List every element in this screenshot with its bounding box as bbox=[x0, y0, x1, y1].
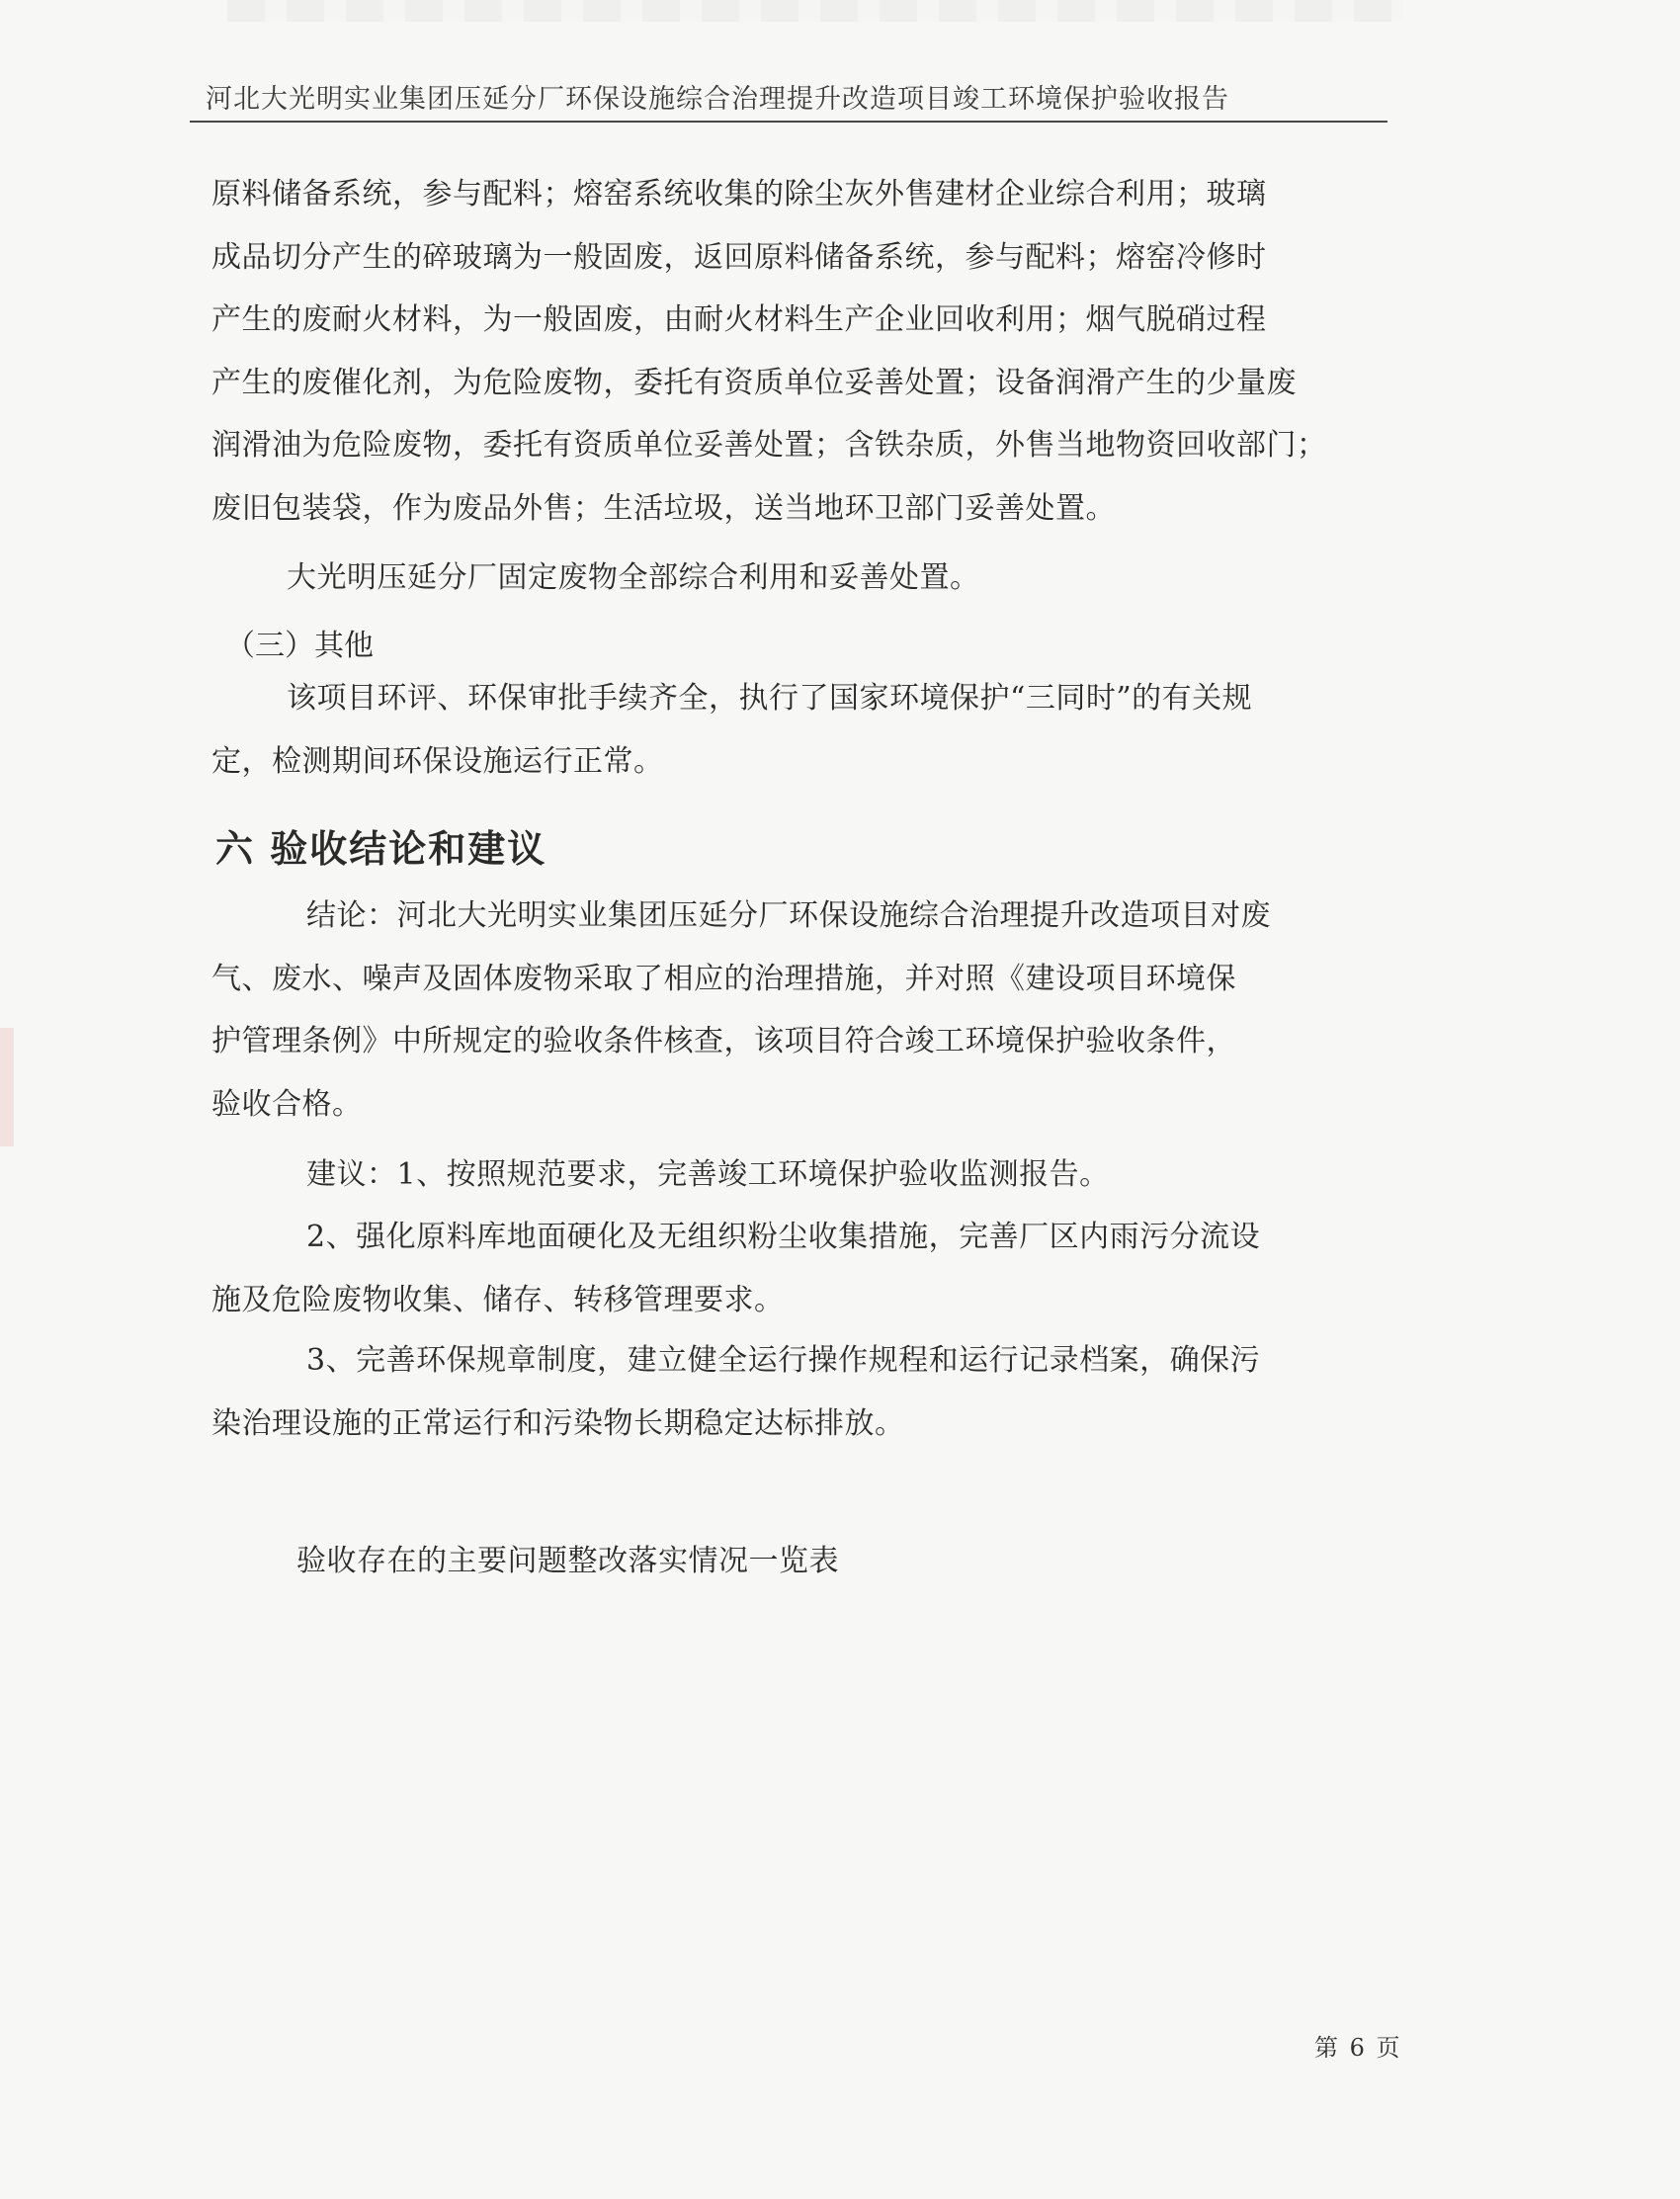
scan-bleed-top bbox=[227, 0, 1403, 22]
page-number: 第 6 页 bbox=[1314, 2034, 1402, 2062]
solid-waste-paragraph bbox=[211, 163, 1387, 540]
text-line: 建议：1、按照规范要求，完善竣工环境保护验收监测报告。 bbox=[306, 1157, 1110, 1192]
text-line: 气、废水、噪声及固体废物采取了相应的治理措施，并对照《建设项目环境保 bbox=[211, 961, 1236, 996]
text-line: 产生的废催化剂，为危险废物，委托有资质单位妥善处置；设备润滑产生的少量废 bbox=[211, 365, 1297, 400]
text-line: 染治理设施的正常运行和污染物长期稳定达标排放。 bbox=[211, 1405, 905, 1441]
report-header: 河北大光明实业集团压延分厂环保设施综合治理提升改造项目竣工环境保护验收报告 bbox=[206, 84, 1229, 115]
other-heading: （三）其他 bbox=[225, 629, 374, 663]
text-line: 定，检测期间环保设施运行正常。 bbox=[211, 743, 664, 779]
suggestion-1 bbox=[211, 1143, 1387, 1207]
text-line: 润滑油为危险废物，委托有资质单位妥善处置；含铁杂质，外售当地物资回收部门； bbox=[211, 428, 1327, 463]
text-line: 废旧包装袋，作为废品外售；生活垃圾，送当地环卫部门妥善处置。 bbox=[211, 490, 1116, 526]
scan-edge-mark bbox=[0, 1028, 14, 1146]
section-title: 六 验收结论和建议 bbox=[215, 826, 547, 871]
text-line: 该项目环评、环保审批手续齐全，执行了国家环境保护“三同时”的有关规 bbox=[287, 681, 1253, 716]
text-line: 成品切分产生的碎玻璃为一般固废，返回原料储备系统，参与配料；熔窑冷修时 bbox=[211, 239, 1267, 275]
other-paragraph bbox=[211, 667, 1387, 793]
text-line: 施及危险废物收集、储存、转移管理要求。 bbox=[211, 1282, 785, 1317]
solid-waste-summary: 大光明压延分厂固定废物全部综合利用和妥善处置。 bbox=[287, 560, 980, 595]
text-line: 验收合格。 bbox=[211, 1086, 363, 1122]
conclusion-paragraph bbox=[211, 885, 1387, 1136]
text-line: 产生的废耐火材料，为一般固废，由耐火材料生产企业回收利用；烟气脱硝过程 bbox=[211, 302, 1267, 337]
text-line: 2、强化原料库地面硬化及无组织粉尘收集措施，完善厂区内雨污分流设 bbox=[306, 1220, 1261, 1254]
text-line: 原料储备系统，参与配料；熔窑系统收集的除尘灰外售建材企业综合利用；玻璃 bbox=[211, 177, 1267, 211]
text-line: 验收存在的主要问题整改落实情况一览表 bbox=[296, 1544, 839, 1578]
table-caption bbox=[211, 1530, 1387, 1593]
text-line: 护管理条例》中所规定的验收条件核查，该项目符合竣工环境保护验收条件， bbox=[211, 1024, 1236, 1058]
suggestion-2 bbox=[211, 1206, 1387, 1331]
suggestion-3 bbox=[211, 1329, 1387, 1455]
header-rule bbox=[190, 121, 1387, 123]
text-line: 结论：河北大光明实业集团压延分厂环保设施综合治理提升改造项目对废 bbox=[306, 898, 1271, 933]
text-line: 3、完善环保规章制度，建立健全运行操作规程和运行记录档案，确保污 bbox=[306, 1343, 1261, 1378]
